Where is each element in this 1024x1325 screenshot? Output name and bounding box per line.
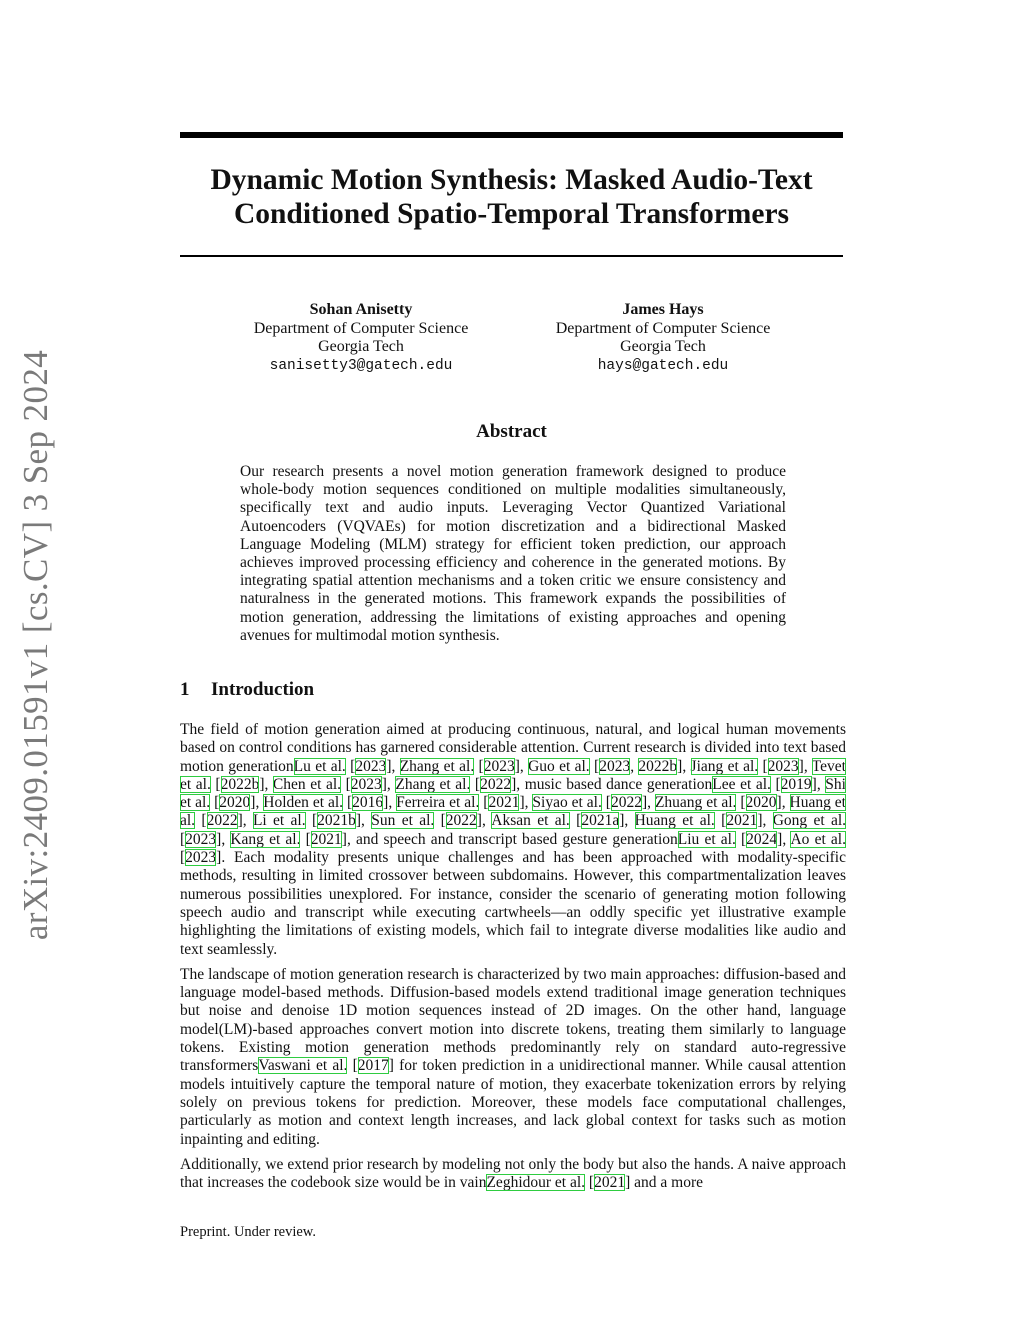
author-block bbox=[523, 301, 803, 375]
citation-year-link[interactable]: 2021 bbox=[310, 830, 342, 848]
abstract-text: Our research presents a novel motion generation framework designed to produce whole-body motion sequences conditioned on multiple modalities simultaneously, specifically text and audio inputs. Leveraging Vector Quantized Variational Autoencoders (VQVAEs) for motion discretization and a bidirectional Masked Language Modeling (MLM) strategy for efficient token prediction, our approach achieves improved processing efficiency and coherence in the generated motions. By integrating spatial attention mechanisms and a token critic we ensure consistency and naturalness in the generated motions. This framework expands the possibilities of motion generation, addressing the limitations of existing approaches and opening avenues for multimodal motion synthesis. bbox=[240, 463, 786, 644]
citation-year-link[interactable]: 2023 bbox=[767, 757, 799, 775]
citation-link[interactable]: Tevet et al. bbox=[180, 757, 846, 793]
citation-link[interactable]: Zeghidour et al. bbox=[486, 1174, 586, 1192]
author-name: Sohan Anisetty bbox=[309, 301, 413, 318]
text-run: and a more bbox=[630, 1174, 703, 1192]
citation-year-link[interactable]: 2021 bbox=[594, 1174, 626, 1192]
citation-link[interactable]: Ferreira et al. bbox=[396, 794, 480, 812]
text-run: Additionally, we extend prior research by modeling not only the body but also the hands. A naive approach that increases the codebook size would be in vain bbox=[180, 1155, 846, 1192]
citation-link[interactable]: Aksan et al. bbox=[491, 812, 570, 830]
citation-link[interactable]: Li et al. bbox=[252, 812, 306, 830]
paragraph: Additionally, we extend prior research by modeling not only the body but also the hands. A naive approach that increases the codebook size would be in vainZeghidour et al. [2021] and a more bbox=[180, 1155, 846, 1192]
citation-year-link[interactable]: 2021b bbox=[317, 812, 356, 830]
section-heading-introduction bbox=[180, 679, 314, 701]
text-run: The field of motion generation aimed at producing continuous, natural, and logical human movements based on control conditions has garnered considerable attention. Current research is divided into text based motion generation bbox=[180, 721, 846, 775]
citation-year-link[interactable]: 2020 bbox=[745, 794, 777, 812]
citation-link[interactable]: Huang et al. bbox=[634, 812, 715, 830]
citation-year-link[interactable]: 2024 bbox=[746, 830, 778, 848]
citation-link[interactable]: Jiang et al. bbox=[690, 757, 759, 775]
author-block bbox=[221, 301, 501, 375]
author-email[interactable]: hays@gatech.edu bbox=[597, 357, 729, 374]
text-run: . Each modality presents unique challenges and has been approached with modality-specific methods, resulting in limited crossover between subdomains. However, this compartmentalization leaves numerous possibilities unexplored. For instance, consider the scenario of generating motion following speech audio and transcript while executing cartwheels—an oddly specific yet illustrative example highlighting the limitations of existing models, which fail to integrate diverse modalities like audio and text seamlessly. bbox=[180, 849, 846, 958]
citation-year-link[interactable]: 2023 bbox=[185, 830, 217, 848]
citation-link[interactable]: Chen et al. bbox=[272, 775, 342, 793]
text-run: The landscape of motion generation research is characterized by two main approaches: diffusion-based and language model-based methods. Diffusion-based models extend traditional image generation techniques but noise and denoise 1D motion sequences instead of 2D images. On the other hand, language model(LM)-based approaches convert motion into discrete tokens, treating them similarly to language tokens. Existing motion generation methods predominantly rely on standard auto-regressive transformers bbox=[180, 965, 846, 1075]
citation-link[interactable]: Lu et al. bbox=[293, 757, 346, 775]
citation-year-link[interactable]: 2019 bbox=[780, 775, 812, 793]
arxiv-identifier-stamp bbox=[6, 349, 66, 941]
citation-year-link[interactable]: 2023 bbox=[350, 775, 382, 793]
text-run: for token prediction in a unidirectional manner. While causal attention models intuitively capture the temporal nature of motion, they exacerbate tokenization errors by relying solely on previous tokens for prediction. Moreover, these models face computational challenges, particularly as motion and context length increases, and lack global context for tasks such as motion inpainting and editing. bbox=[180, 1057, 846, 1148]
abstract-heading: Abstract bbox=[476, 421, 547, 442]
citation-link[interactable]: Zhang et al. bbox=[395, 775, 471, 793]
arxiv-identifier-text: arXiv:2409.01591v1 [cs.CV] 3 Sep 2024 bbox=[16, 349, 55, 941]
citation-year-link[interactable]: 2022 bbox=[445, 812, 477, 830]
citation-year-link[interactable]: 2022b bbox=[220, 775, 260, 793]
title-rule-bottom bbox=[180, 255, 843, 257]
title-rule-top bbox=[180, 132, 843, 138]
author-name: James Hays bbox=[622, 301, 704, 318]
paragraph: The landscape of motion generation research is characterized by two main approaches: diffusion-based and language model-based methods. Diffusion-based models extend traditional image generation techniques but noise and denoise 1D motion sequences instead of 2D images. On the other hand, language model(LM)-based approaches convert motion into discrete tokens, treating them similarly to language tokens. Existing motion generation methods predominantly rely on standard auto-regressive transformersVaswani et al. [2017] for token prediction in a unidirectional manner. While causal attention models intuitively capture the temporal nature of motion, they exacerbate tokenization errors by relying solely on previous tokens for prediction. Moreover, these models face computational challenges, particularly as motion and context length increases, and lack global context for tasks such as motion inpainting and editing. bbox=[180, 965, 846, 1148]
citation-link[interactable]: Zhang et al. bbox=[399, 757, 475, 775]
section-title: Introduction bbox=[211, 679, 315, 700]
citation-year-link[interactable]: 2021 bbox=[726, 812, 758, 830]
citation-link[interactable]: Liu et al. bbox=[677, 830, 736, 848]
paper-title bbox=[180, 163, 843, 231]
citation-year-link[interactable]: 2016 bbox=[352, 794, 384, 812]
text-run: , and speech and transcript based gesture generation bbox=[346, 830, 678, 848]
title-line-1: Dynamic Motion Synthesis: Masked Audio-Text bbox=[210, 164, 813, 196]
citation-year-link[interactable]: 2017 bbox=[357, 1057, 389, 1075]
citation-link[interactable]: Lee et al. bbox=[712, 775, 771, 793]
citation-year-link[interactable]: 2022 bbox=[480, 775, 512, 793]
citation-year-link[interactable]: 2023 bbox=[185, 849, 217, 867]
citation-link[interactable]: Holden et al. bbox=[263, 794, 344, 812]
title-line-2: Conditioned Spatio-Temporal Transformers bbox=[233, 198, 790, 230]
citation-link[interactable]: Ao et al. bbox=[790, 830, 846, 848]
citation-link[interactable]: Shi et al. bbox=[180, 775, 846, 812]
citation-year-link[interactable]: 2023 bbox=[483, 757, 515, 775]
citation-year-link[interactable]: 2022b bbox=[638, 757, 678, 775]
citation-link[interactable]: Gong et al. bbox=[772, 812, 847, 830]
citation-link[interactable]: Vaswani et al. bbox=[258, 1057, 348, 1075]
citation-year-link[interactable]: 2022 bbox=[610, 794, 642, 812]
citation-link[interactable]: Siyao et al. bbox=[532, 794, 602, 812]
author-institution: Georgia Tech bbox=[620, 338, 706, 355]
text-run: , music based dance generation bbox=[516, 775, 713, 793]
author-email[interactable]: sanisetty3@gatech.edu bbox=[269, 357, 453, 374]
paragraph: The field of motion generation aimed at producing continuous, natural, and logical human movements based on control conditions has garnered considerable attention. Current research is divided into text based motion generationLu et al. [2023], Zhang et al. [2023], Guo et al. [2023, 2022b], Jiang et al. [2023], Tevet et al. [2022b], Chen et al. [2023], Zhang et al. [2022], music based dance generationLee et al. [2019], Shi et al. [2020], Holden et al. [2016], Ferreira et al. [2021], Siyao et al. [2022], Zhuang et al. [2020], Huang et al. [2022], Li et al. [2021b], Sun et al. [2022], Aksan et al. [2021a], Huang et al. [2021], Gong et al. [2023], Kang et al. [2021], and speech and transcript based gesture generationLiu et al. [2024], Ao et al. [2023]. Each modality presents unique challenges and has been approached with modality-specific methods, resulting in limited crossover between subdomains. However, this compartmentalization leaves numerous possibilities unexplored. For instance, consider the scenario of generating motion following speech audio and transcript while executing cartwheels—an oddly specific yet illustrative example highlighting the limitations of existing models, which fail to integrate diverse modalities like audio and text seamlessly. bbox=[180, 721, 847, 958]
citation-link[interactable]: Zhuang et al. bbox=[654, 794, 737, 812]
footer-note: Preprint. Under review. bbox=[180, 1224, 316, 1240]
citation-link[interactable]: Guo et al. bbox=[528, 757, 590, 775]
section-number: 1 bbox=[180, 679, 190, 700]
citation-link[interactable]: Sun et al. bbox=[371, 812, 435, 830]
citation-year-link[interactable]: 2020 bbox=[219, 794, 251, 812]
citation-year-link[interactable]: 2023 bbox=[599, 757, 631, 775]
citation-year-link[interactable]: 2022 bbox=[206, 812, 238, 830]
author-department: Department of Computer Science bbox=[555, 319, 771, 337]
introduction-body bbox=[180, 721, 846, 1199]
citation-link[interactable]: Huang et al. bbox=[180, 794, 846, 830]
author-department: Department of Computer Science bbox=[253, 319, 469, 337]
citation-link[interactable]: Kang et al. bbox=[230, 830, 301, 848]
citation-year-link[interactable]: 2021 bbox=[488, 794, 520, 812]
author-institution: Georgia Tech bbox=[318, 338, 404, 355]
citation-year-link[interactable]: 2023 bbox=[355, 757, 387, 775]
citation-year-link[interactable]: 2021a bbox=[581, 812, 620, 830]
